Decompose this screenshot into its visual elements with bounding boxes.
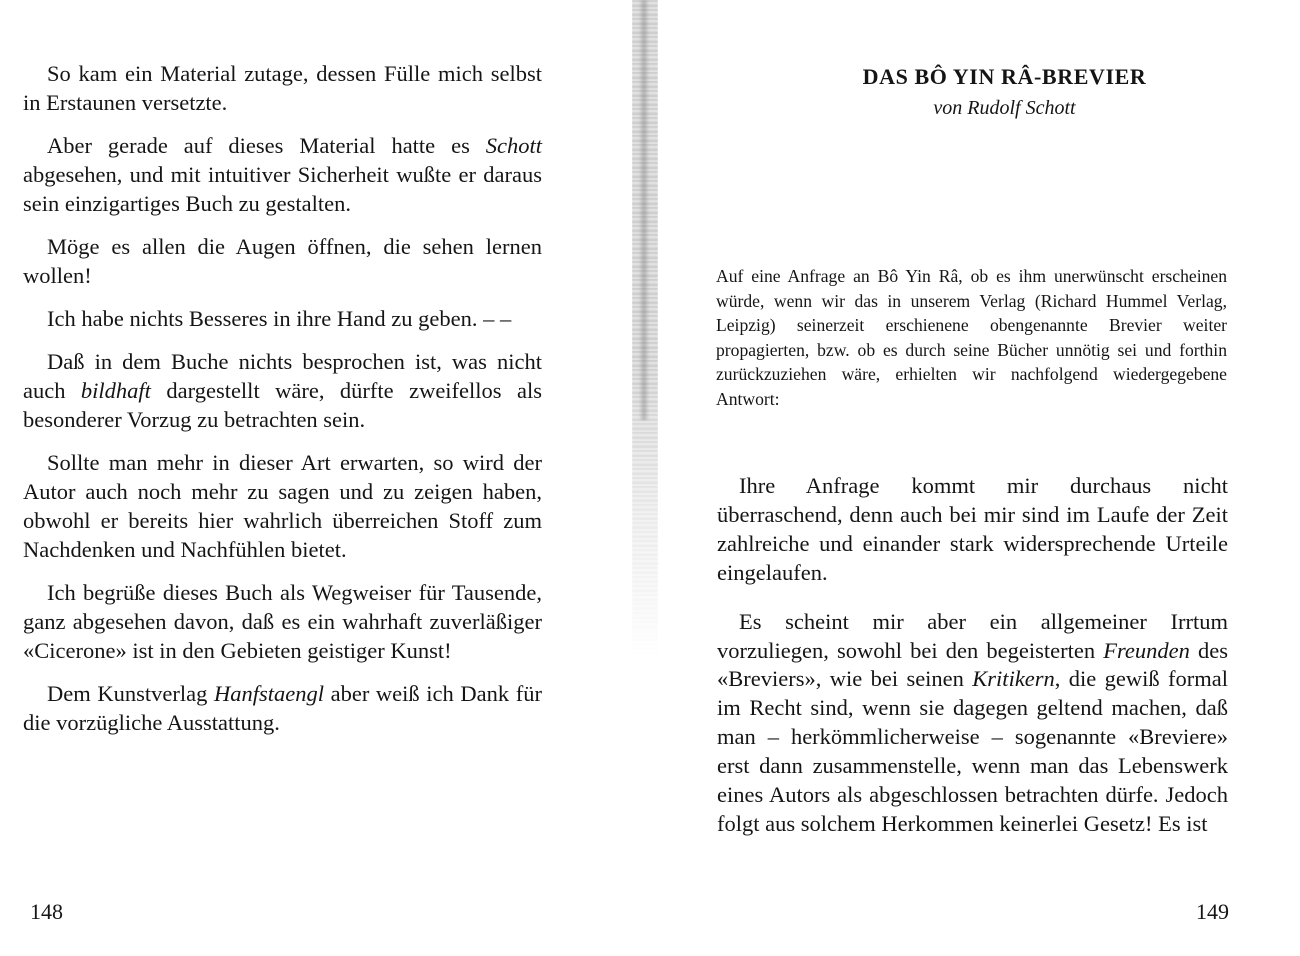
emphasis-text: Hanfstaengl: [213, 681, 324, 706]
chapter-heading: [717, 62, 1292, 122]
paragraph: Ich begrüße dieses Buch als Wegweiser für Tausende, ganz abgesehen davon, daß es ein wahrhaft zuverläßiger «Cicerone» ist in den Gebieten geistiger Kunst!: [23, 580, 542, 663]
left-page: [0, 0, 640, 956]
paragraph: Sollte man mehr in dieser Art erwarten, so wird der Autor auch noch mehr zu sagen und zu zeigen haben, obwohl er bereits hier wahrlich überreichen Stoff zum Nachdenken und Nachfühlen bietet.: [23, 450, 542, 562]
emphasis-text: Schott: [485, 133, 542, 158]
paragraph: Möge es allen die Augen öffnen, die sehen lernen wollen!: [23, 234, 542, 288]
book-gutter-shadow: [639, 0, 649, 420]
intro-paragraph: Auf eine Anfrage an Bô Yin Râ, ob es ihm unerwünscht erscheinen würde, wenn wir das in unserem Verlag (Richard Hummel Verlag, Leipzig) seinerzeit erschienene obengenannte Brevier weiter propagierten, bzw. ob es durch seine Bücher unnötig sei und forthin zurückzuziehen wäre, erhielten wir nachfolgend wiedergegebene Antwort:: [716, 266, 1227, 409]
paragraph: Ich habe nichts Besseres in ihre Hand zu geben. – –: [47, 306, 512, 331]
page-number: 149: [1196, 899, 1229, 924]
right-page: [650, 0, 1300, 956]
emphasis-text: bildhaft: [80, 378, 151, 403]
page-number: 148: [30, 899, 63, 924]
paragraph: Ihre Anfrage kommt mir durchaus nicht überraschend, denn auch bei mir sind im Laufe der Zeit zahlreiche und einander stark widersprechende Urteile eingelaufen.: [717, 473, 1228, 585]
paragraph: Es scheint mir aber ein allgemeiner Irrtum vorzuliegen, sowohl bei den begeisterten Freunden des «Breviers», wie bei seinen Kritikern, die gewiß formal im Recht sind, wenn sie dagegen geltend machen, daß man – herkömmlicherweise – sogenannte «Breviere» erst dann zusammenstelle, wenn man das Lebenswerk eines Autors als abgeschlossen betrachten dürfe. Jedoch folgt aus solchem Herkommen keinerlei Gesetz! Es ist: [717, 608, 1228, 836]
left-page-body: [23, 59, 542, 751]
chapter-title: DAS BÔ YIN RÂ-BREVIER: [862, 64, 1147, 89]
paragraph: Aber gerade auf dieses Material hatte es Schott abgesehen, und mit intuitiver Sicherheit wußte er daraus sein einzigartiges Buch zu gestalten.: [23, 133, 542, 216]
paragraph: Daß in dem Buche nichts besprochen ist, was nicht auch bildhaft dargestellt wäre, dürfte zweifellos als besonderer Vorzug zu betrachten sein.: [23, 349, 542, 432]
paragraph: So kam ein Material zutage, dessen Fülle mich selbst in Erstaunen versetzte.: [23, 61, 542, 115]
emphasis-text: Kritikern: [972, 666, 1055, 692]
reply-body: [717, 472, 1228, 859]
emphasis-text: Freunden: [1103, 637, 1190, 663]
chapter-author: von Rudolf Schott: [933, 97, 1076, 119]
paragraph: Dem Kunstverlag Hanfstaengl aber weiß ich Dank für die vorzügliche Ausstattung.: [23, 681, 542, 735]
